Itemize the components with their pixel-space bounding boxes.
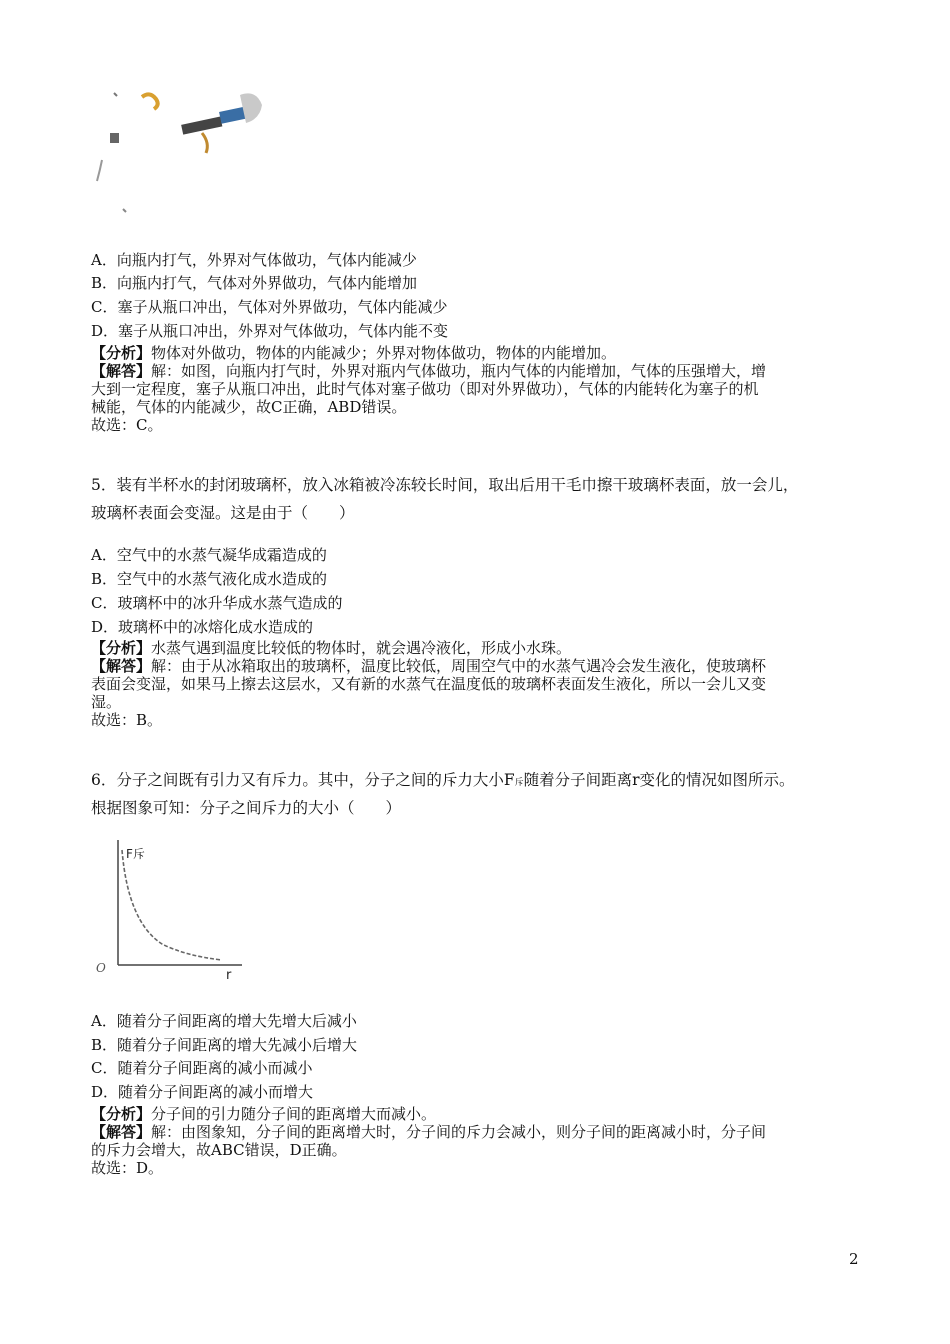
repulsion-curve [122, 850, 222, 960]
analysis-tag: 【分析】 [91, 1105, 152, 1123]
solution-line: 湿。 [91, 693, 122, 711]
solution-line: 解：由于从冰箱取出的玻璃杯，温度比较低，周围空气中的水蒸气遇冷会发生液化，使玻璃杯 [151, 657, 767, 675]
solution-line: 的斥力会增大，故ABC错误，D正确。 [91, 1141, 347, 1159]
force-distance-graph [90, 832, 250, 982]
stopper-shape [110, 133, 119, 143]
analysis-tag: 【分析】 [91, 639, 152, 657]
analysis-tag: 【分析】 [91, 344, 152, 362]
q4-answer: 故选：C。 [91, 416, 163, 434]
bottle-fragments [97, 93, 126, 212]
q4-solution [91, 362, 861, 416]
q5-solution [91, 657, 861, 711]
q6-stem-part1: 6．分子之间既有引力又有斥力。其中，分子之间的斥力大小F [91, 771, 515, 789]
q5-option-d: D．玻璃杯中的冰熔化成水造成的 [91, 618, 314, 636]
q5-option-a: A．空气中的水蒸气凝华成霜造成的 [91, 546, 327, 564]
pump-bottle-illustration [90, 85, 270, 220]
q6-analysis [91, 1105, 861, 1123]
q6-stem-line1 [91, 769, 871, 794]
analysis-text: 分子间的引力随分子间的距离增大而减小。 [151, 1105, 437, 1123]
q6-stem-line2: 根据图象可知：分子之间斥力的大小（ ） [91, 799, 402, 817]
analysis-text: 水蒸气遇到温度比较低的物体时，就会遇冷液化，形成小水珠。 [151, 639, 572, 657]
q4-option-d: D．塞子从瓶口冲出，外界对气体做功，气体内能不变 [91, 322, 449, 340]
origin-label: O [96, 961, 106, 975]
x-axis-label: r [226, 968, 232, 982]
q5-answer: 故选：B。 [91, 711, 163, 729]
q6-option-a: A．随着分子间距离的增大先增大后减小 [91, 1012, 357, 1030]
tube-curl [142, 94, 158, 109]
page-number: 2 [849, 1250, 859, 1268]
q6-option-b: B．随着分子间距离的增大先减小后增大 [91, 1036, 358, 1054]
q5-analysis [91, 639, 861, 657]
q6-option-d: D．随着分子间距离的减小而增大 [91, 1083, 314, 1101]
q5-stem-line1: 5．装有半杯水的封闭玻璃杯，放入冰箱被冷冻较长时间，取出后用干毛巾擦干玻璃杯表面，放一会儿， [91, 476, 799, 494]
solution-line: 大到一定程度，塞子从瓶口冲出，此时气体对塞子做功（即对外界做功），气体的内能转化为塞子的机 [91, 380, 759, 398]
analysis-text: 物体对外做功，物体的内能减少；外界对物体做功，物体的内能增加。 [151, 344, 617, 362]
q5-option-b: B．空气中的水蒸气液化成水造成的 [91, 570, 328, 588]
q5-stem-line2: 玻璃杯表面会变湿。这是由于（ ） [91, 504, 355, 522]
q4-option-c: C．塞子从瓶口冲出，气体对外界做功，气体内能减少 [91, 298, 448, 316]
solution-line: 解：由图象知，分子间的距离增大时，分子间的斥力会减小，则分子间的距离减小时，分子间 [151, 1123, 767, 1141]
q6-solution [91, 1123, 861, 1159]
q5-option-c: C．玻璃杯中的冰升华成水蒸气造成的 [91, 594, 343, 612]
solution-line: 解：如图，向瓶内打气时，外界对瓶内气体做功，瓶内气体的内能增加，气体的压强增大，增 [151, 362, 767, 380]
solution-tag: 【解答】 [91, 657, 152, 675]
solution-line: 表面会变湿，如果马上擦去这层水，又有新的水蒸气在温度低的玻璃杯表面发生液化，所以一会儿又变 [91, 675, 767, 693]
pump-shape [181, 93, 262, 153]
q6-answer: 故选：D。 [91, 1159, 164, 1177]
solution-line: 械能，气体的内能减少，故C正确，ABD错误。 [91, 398, 407, 416]
solution-tag: 【解答】 [91, 1123, 152, 1141]
solution-tag: 【解答】 [91, 362, 152, 380]
q6-stem-subscript: 斥 [514, 778, 524, 788]
q4-analysis [91, 344, 861, 362]
q6-option-c: C．随着分子间距离的减小而减小 [91, 1059, 313, 1077]
q4-option-a: A．向瓶内打气，外界对气体做功，气体内能减少 [91, 251, 417, 269]
q6-stem-part2: 随着分子间距离r变化的情况如图所示。 [523, 771, 795, 789]
y-axis-label: F斥 [126, 847, 145, 861]
q4-option-b: B．向瓶内打气，气体对外界做功，气体内能增加 [91, 274, 418, 292]
